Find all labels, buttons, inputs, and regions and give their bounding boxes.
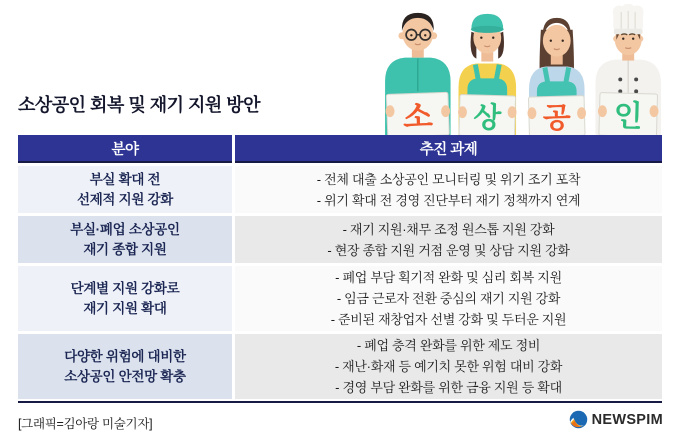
category-line: 다양한 위험에 대비한 bbox=[64, 348, 186, 364]
sign-so bbox=[386, 92, 449, 136]
sign-letter: 공 bbox=[542, 102, 572, 135]
sign-in bbox=[599, 93, 658, 136]
category-line: 단계별 지원 강화로 bbox=[70, 280, 180, 296]
newspim-logo-icon bbox=[569, 410, 588, 429]
sign-letter: 소 bbox=[402, 98, 434, 135]
category-line: 부실·폐업 소상공인 bbox=[70, 221, 180, 237]
task-line: - 폐업 부담 획기적 완화 및 심리 회복 지원 bbox=[335, 270, 562, 285]
task-line: - 위기 확대 전 경영 진단부터 재기 정책까지 연계 bbox=[316, 192, 581, 208]
task-line: - 현장 종합 지원 거점 운영 및 상담 지원 강화 bbox=[327, 242, 570, 258]
sign-letter: 인 bbox=[613, 99, 643, 134]
category-cell bbox=[18, 266, 232, 331]
column-header-tasks: 추진 과제 bbox=[235, 135, 662, 163]
newspim-logo bbox=[569, 410, 663, 429]
category-cell bbox=[18, 166, 232, 213]
table-header-row bbox=[18, 135, 662, 163]
category-line: 부실 확대 전 bbox=[89, 171, 161, 187]
category-line: 재기 지원 확대 bbox=[83, 300, 167, 316]
newspim-logo-text: NEWSPIM bbox=[591, 411, 663, 428]
task-line: - 전체 대출 소상공인 모니터링 및 위기 조기 포착 bbox=[316, 171, 581, 187]
page-title: 소상공인 회복 및 재기 지원 방안 bbox=[18, 95, 261, 115]
category-line: 재기 종합 지원 bbox=[83, 241, 167, 257]
sign-letter: 상 bbox=[472, 101, 502, 135]
tasks-cell bbox=[235, 216, 662, 263]
table-bottom-border bbox=[18, 401, 662, 403]
task-line: - 준비된 재창업자 선별 강화 및 두터운 지원 bbox=[330, 312, 567, 327]
task-line: - 재난·화재 등 예기치 못한 위험 대비 강화 bbox=[334, 359, 563, 374]
small-business-owners-illustration bbox=[374, 4, 676, 136]
task-line: - 경영 부담 완화를 위한 금융 지원 등 확대 bbox=[335, 380, 562, 395]
table-row bbox=[18, 266, 662, 331]
tasks-cell bbox=[235, 266, 662, 331]
table-row bbox=[18, 216, 662, 263]
sign-gong bbox=[528, 96, 585, 136]
table-row bbox=[18, 334, 662, 399]
table-row bbox=[18, 166, 662, 213]
tasks-cell bbox=[235, 334, 662, 399]
graphic-credit: [그래픽=김아랑 미술기자] bbox=[18, 417, 153, 431]
category-cell bbox=[18, 216, 232, 263]
column-header-category: 분야 bbox=[18, 135, 232, 163]
sign-sang bbox=[459, 95, 516, 136]
task-line: - 폐업 충격 완화를 위한 제도 정비 bbox=[356, 338, 541, 353]
support-plan-table bbox=[18, 135, 662, 403]
task-line: - 재기 지원·채무 조정 원스톱 지원 강화 bbox=[342, 221, 555, 237]
category-line: 소상공인 안전망 확충 bbox=[64, 368, 186, 384]
category-cell bbox=[18, 334, 232, 399]
task-line: - 임금 근로자 전환 중심의 재기 지원 강화 bbox=[336, 291, 561, 306]
tasks-cell bbox=[235, 166, 662, 213]
category-line: 선제적 지원 강화 bbox=[76, 191, 174, 207]
